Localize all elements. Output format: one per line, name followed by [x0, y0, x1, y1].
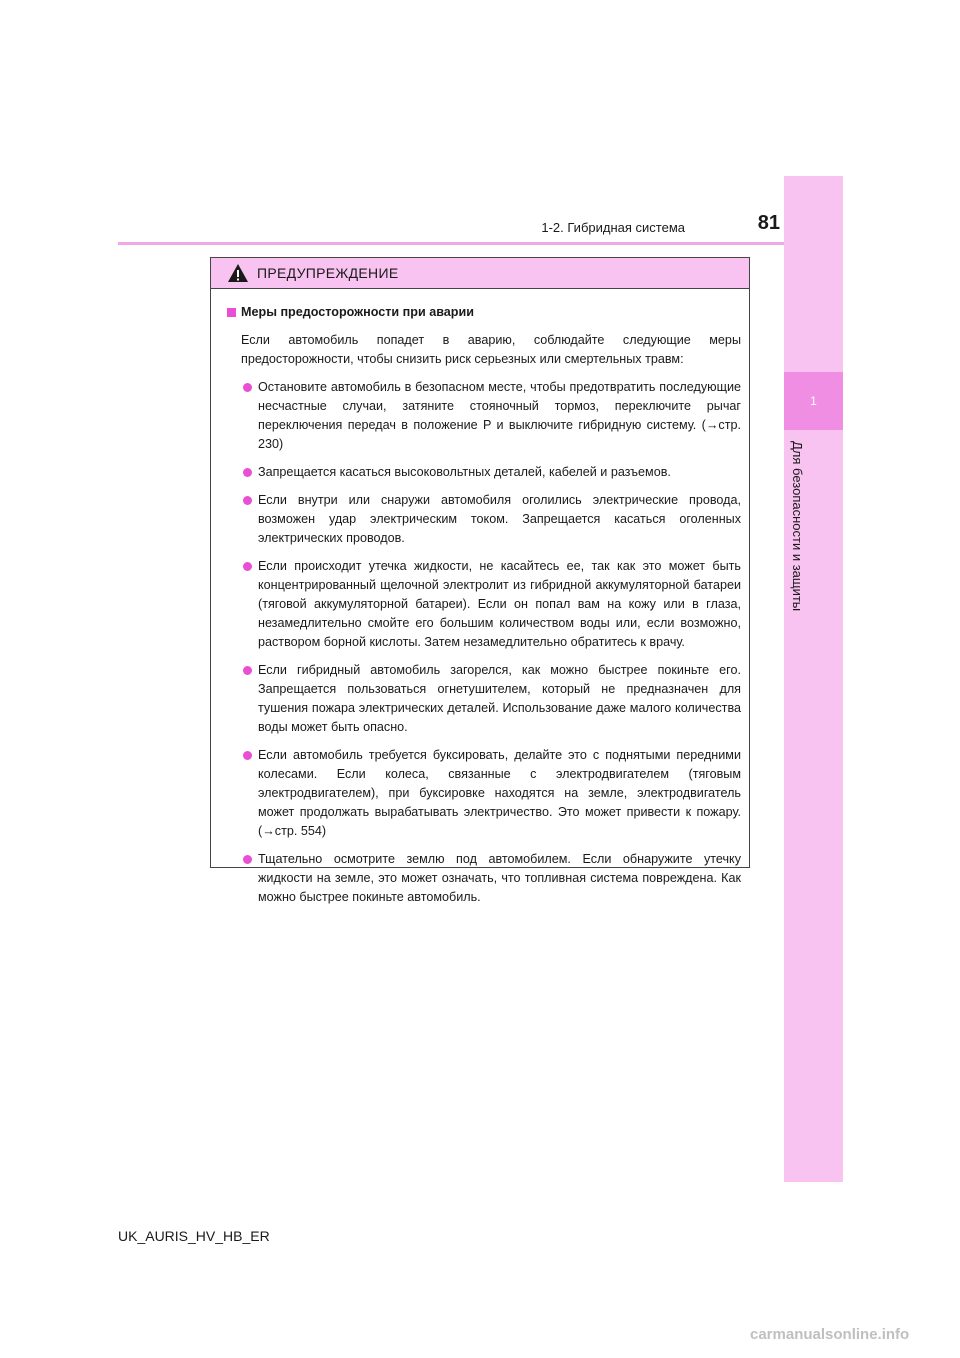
warning-body: [211, 289, 749, 907]
list-item: [227, 850, 741, 907]
warning-title: ПРЕДУПРЕЖДЕНИЕ: [257, 265, 399, 281]
list-item: [227, 557, 741, 652]
list-item-text: Если происходит утечка жидкости, не касайтесь ее, так как это может быть концентрированный щелочной электролит из гибридной аккумуляторной батареи (тяговой аккумуляторной батареи). Если он попал вам на кожу или в глаза, незамедлительно смойте его большим количеством воды или, если возможно, раствором борной кислоты. Затем незамедлительно обратитесь к врачу.: [258, 559, 741, 649]
list-item: [227, 378, 741, 454]
list-item-text: Если внутри или снаружи автомобиля оголились электрические провода, возможен удар электрическим током. Запрещается касаться оголенных электрических проводов.: [258, 493, 741, 545]
document-code: UK_AURIS_HV_HB_ER: [118, 1228, 270, 1244]
warning-triangle-icon: [227, 263, 249, 283]
page-number: 81: [757, 212, 780, 234]
side-chapter-tab: [784, 176, 843, 1182]
section-title: 1-2. Гибридная система: [541, 220, 685, 235]
chapter-number: 1: [784, 372, 843, 430]
list-item: [227, 746, 741, 841]
bullet-dot-icon: [243, 855, 252, 864]
list-item-text: Если гибридный автомобиль загорелся, как можно быстрее покиньте его. Запрещается пользоваться огнетушителем, который не предназначен для тушения пожара электрических деталей. Использование даже малого количества воды может быть опасно.: [258, 663, 741, 734]
square-bullet-icon: [227, 308, 236, 317]
precautions-heading: [227, 303, 741, 322]
list-item: [227, 491, 741, 548]
bullet-dot-icon: [243, 751, 252, 760]
list-item-text: Тщательно осмотрите землю под автомобилем. Если обнаружите утечку жидкости на земле, это может означать, что топливная система повреждена. Как можно быстрее покиньте автомобиль.: [258, 852, 741, 904]
precautions-intro: Если автомобиль попадет в аварию, соблюдайте следующие меры предосторожности, чтобы снизить риск серьезных или смертельных травм:: [241, 333, 741, 366]
bullet-dot-icon: [243, 383, 252, 392]
bullet-dot-icon: [243, 666, 252, 675]
bullet-dot-icon: [243, 562, 252, 571]
chapter-title: Для безопасности и защиты: [790, 441, 805, 612]
header-divider: [118, 242, 784, 245]
bullet-dot-icon: [243, 496, 252, 505]
list-item: [227, 463, 741, 482]
warning-header: [211, 258, 749, 289]
list-item-text: Запрещается касаться высоковольтных деталей, кабелей и разъемов.: [258, 465, 671, 479]
watermark: carmanualsonline.info: [750, 1326, 910, 1343]
warning-box: [210, 257, 750, 904]
list-item-text: Если автомобиль требуется буксировать, делайте это с поднятыми передними колесами. Если колеса, связанные с электродвигателем (тяговым электродвигателем), при буксировке находятся на земле, электродвигатель может продолжать вырабатывать электричество. Это может привести к пожару. (→стр. 554): [258, 748, 741, 838]
bullet-dot-icon: [243, 468, 252, 477]
precautions-heading-text: Меры предосторожности при аварии: [241, 305, 474, 319]
list-item-text: Остановите автомобиль в безопасном месте, чтобы предотвратить последующие несчастные случаи, затяните стояночный тормоз, переключите рычаг переключения передач в положение P и выключите гибридную систему. (→стр. 230): [258, 380, 741, 451]
list-item: [227, 661, 741, 737]
